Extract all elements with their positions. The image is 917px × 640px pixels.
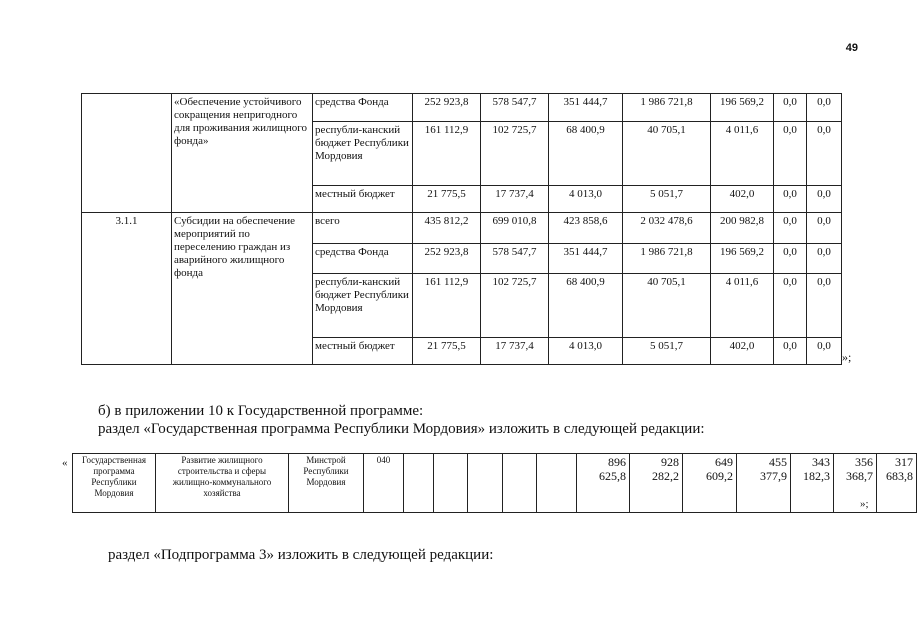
value-cell: 4 011,6 — [711, 121, 774, 185]
value-cell: 402,0 — [711, 338, 774, 365]
value-cell: 0,0 — [774, 273, 807, 337]
page-number: 49 — [845, 42, 858, 54]
paragraph-b-line1: б) в приложении 10 к Государственной программе: — [98, 403, 424, 419]
value-cell: 578 547,7 — [481, 243, 549, 273]
empty-cell — [537, 454, 577, 513]
value-cell: 1 986 721,8 — [623, 243, 711, 273]
funding-source: средства Фонда — [313, 243, 413, 273]
value-cell: 0,0 — [807, 186, 842, 213]
funding-table-program — [72, 453, 917, 513]
value-cell: 0,0 — [807, 273, 842, 337]
table-row — [82, 212, 842, 243]
value-cell: 17 737,4 — [481, 186, 549, 213]
value-cell: 200 982,8 — [711, 212, 774, 243]
value-cell: 317 683,8 — [877, 454, 917, 513]
grbs-code: 040 — [364, 454, 404, 513]
value-cell: 21 775,5 — [413, 338, 481, 365]
value-cell: 5 051,7 — [623, 338, 711, 365]
value-cell: 0,0 — [807, 121, 842, 185]
value-cell: 896 625,8 — [577, 454, 630, 513]
value-cell: 68 400,9 — [549, 273, 623, 337]
value-cell: 649 609,2 — [683, 454, 737, 513]
table-row — [82, 94, 842, 122]
closing-quote: »; — [842, 350, 852, 364]
value-cell: 0,0 — [774, 338, 807, 365]
value-cell: 0,0 — [807, 338, 842, 365]
value-cell: 402,0 — [711, 186, 774, 213]
value-cell: 0,0 — [807, 212, 842, 243]
closing-quote: »; — [860, 498, 869, 510]
value-cell: 435 812,2 — [413, 212, 481, 243]
value-cell: 21 775,5 — [413, 186, 481, 213]
value-cell: 4 011,6 — [711, 273, 774, 337]
table-row — [73, 454, 917, 513]
paragraph-c: раздел «Подпрограмма 3» изложить в следующей редакции: — [108, 547, 494, 563]
value-cell: 0,0 — [807, 243, 842, 273]
funding-source: республи-канский бюджет Республики Мордовия — [313, 273, 413, 337]
value-cell: 4 013,0 — [549, 338, 623, 365]
value-cell: 0,0 — [774, 94, 807, 122]
empty-cell — [468, 454, 503, 513]
row-name: «Обеспечение устойчивого сокращения непригодного для проживания жилищного фонда» — [172, 94, 313, 213]
value-cell: 40 705,1 — [623, 273, 711, 337]
program-status: Государственная программа Республики Мордовия — [73, 454, 156, 513]
value-cell: 196 569,2 — [711, 94, 774, 122]
value-cell: 68 400,9 — [549, 121, 623, 185]
value-cell: 351 444,7 — [549, 94, 623, 122]
funding-source: средства Фонда — [313, 94, 413, 122]
value-cell: 161 112,9 — [413, 121, 481, 185]
value-cell: 4 013,0 — [549, 186, 623, 213]
value-cell: 423 858,6 — [549, 212, 623, 243]
empty-cell — [503, 454, 537, 513]
value-cell: 17 737,4 — [481, 338, 549, 365]
program-name: Развитие жилищного строительства и сферы жилищно-коммунального хозяйства — [156, 454, 289, 513]
opening-quote: « — [62, 457, 68, 469]
row-name: Субсидии на обеспечение мероприятий по переселению граждан из аварийного жилищного фонда — [172, 212, 313, 364]
value-cell: 455 377,9 — [737, 454, 791, 513]
empty-cell — [434, 454, 468, 513]
paragraph-b-line2: раздел «Государственная программа Республики Мордовия» изложить в следующей редакции: — [98, 421, 705, 437]
value-cell: 5 051,7 — [623, 186, 711, 213]
value-cell: 102 725,7 — [481, 121, 549, 185]
value-cell: 1 986 721,8 — [623, 94, 711, 122]
funding-source: республи-канский бюджет Республики Мордовия — [313, 121, 413, 185]
value-cell: 252 923,8 — [413, 94, 481, 122]
value-cell: 0,0 — [774, 212, 807, 243]
value-cell: 196 569,2 — [711, 243, 774, 273]
funding-source: всего — [313, 212, 413, 243]
funding-source: местный бюджет — [313, 186, 413, 213]
value-cell: 0,0 — [774, 121, 807, 185]
value-cell: 699 010,8 — [481, 212, 549, 243]
value-cell: 356 368,7 — [834, 454, 877, 513]
value-cell: 161 112,9 — [413, 273, 481, 337]
value-cell: 343 182,3 — [791, 454, 834, 513]
row-code: 3.1.1 — [82, 212, 172, 364]
value-cell: 2 032 478,6 — [623, 212, 711, 243]
value-cell: 578 547,7 — [481, 94, 549, 122]
funding-source: местный бюджет — [313, 338, 413, 365]
funding-table-subprogram — [81, 93, 842, 365]
value-cell: 928 282,2 — [630, 454, 683, 513]
program-executor: Минстрой Республики Мордовия — [289, 454, 364, 513]
value-cell: 0,0 — [807, 94, 842, 122]
value-cell: 252 923,8 — [413, 243, 481, 273]
value-cell: 0,0 — [774, 243, 807, 273]
value-cell: 102 725,7 — [481, 273, 549, 337]
empty-cell — [404, 454, 434, 513]
row-code — [82, 94, 172, 213]
value-cell: 40 705,1 — [623, 121, 711, 185]
value-cell: 351 444,7 — [549, 243, 623, 273]
value-cell: 0,0 — [774, 186, 807, 213]
